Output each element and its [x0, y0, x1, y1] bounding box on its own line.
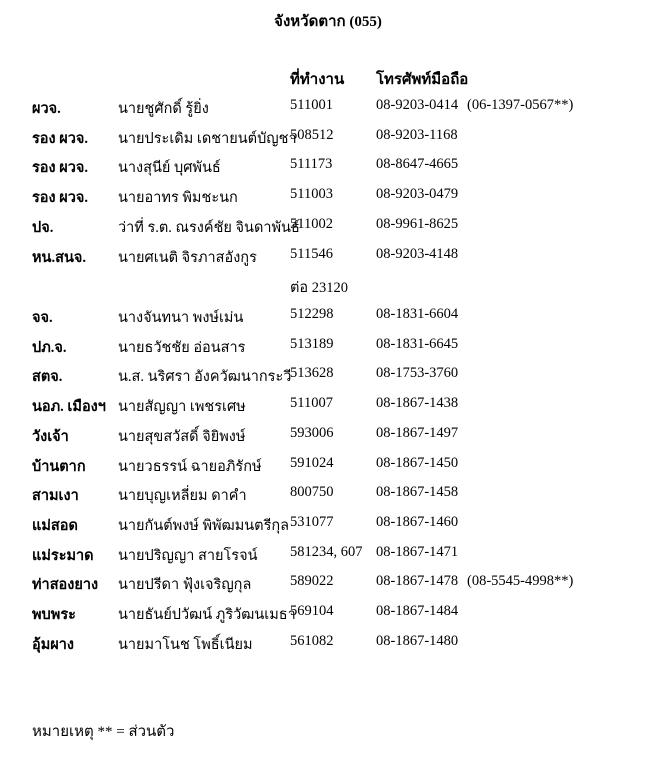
contact-row — [0, 246, 656, 268]
position-label: รอง ผวจ. — [32, 160, 88, 176]
office-column-header: ที่ทำงาน — [290, 72, 345, 88]
person-name: นายกันต์พงษ์ พิพัฒมนตรีกุล — [118, 518, 290, 534]
person-name: นายอาทร พิมชะนก — [118, 190, 238, 206]
office-number: 511003 — [290, 186, 333, 202]
contact-row — [0, 484, 656, 506]
office-number: 513189 — [290, 336, 334, 352]
position-label: รอง ผวจ. — [32, 190, 88, 206]
contact-row — [0, 425, 656, 447]
contact-row — [0, 97, 656, 119]
private-number: (06-1397-0567**) — [467, 97, 574, 113]
person-name: น.ส. นริศรา อังควัฒนากระวี — [118, 369, 292, 385]
contact-row — [0, 156, 656, 178]
office-number: 569104 — [290, 603, 334, 619]
mobile-number: 08-8647-4665 — [376, 156, 459, 172]
position-label: วังเจ้า — [32, 429, 69, 445]
footnote: หมายเหตุ ** = ส่วนตัว — [32, 724, 175, 740]
position-label: ผวจ. — [32, 101, 61, 117]
mobile-number: 08-9961-8625 — [376, 216, 459, 232]
position-label: แม่สอด — [32, 518, 78, 534]
person-name: ว่าที่ ร.ต. ณรงค์ชัย จินดาพันธ์ — [118, 220, 300, 236]
position-label: จจ. — [32, 310, 53, 326]
mobile-number: 08-1831-6604 — [376, 306, 459, 322]
person-name: นายมาโนช โพธิ์เนียม — [118, 637, 253, 653]
person-name: นายสุขสวัสดิ์ จิยิพงษ์ — [118, 429, 246, 445]
mobile-number: 08-1867-1460 — [376, 514, 459, 530]
person-name: นายศเนติ จิรภาสอังกูร — [118, 250, 257, 266]
mobile-number: 08-1831-6645 — [376, 336, 459, 352]
contact-row — [0, 365, 656, 387]
person-name: นายปริญญา สายโรจน์ — [118, 548, 258, 564]
office-number: 593006 — [290, 425, 334, 441]
contact-row — [0, 603, 656, 625]
person-name: นายสัญญา เพชรเศษ — [118, 399, 246, 415]
position-label: อุ้มผาง — [32, 637, 74, 653]
mobile-number: 08-1753-3760 — [376, 365, 459, 381]
office-number: 513628 — [290, 365, 334, 381]
contact-row — [0, 395, 656, 417]
contact-row — [0, 514, 656, 536]
extension-note: ต่อ 23120 — [290, 280, 348, 296]
contact-row — [0, 216, 656, 238]
contact-row — [0, 455, 656, 477]
private-number: (08-5545-4998**) — [467, 573, 574, 589]
office-number: 581234, 607 — [290, 544, 363, 560]
mobile-number: 08-1867-1497 — [376, 425, 459, 441]
position-label: สามเงา — [32, 488, 79, 504]
mobile-number: 08-9203-1168 — [376, 127, 458, 143]
office-number: 511002 — [290, 216, 333, 232]
mobile-number: 08-1867-1484 — [376, 603, 459, 619]
position-label: สตจ. — [32, 369, 63, 385]
person-name: นายบุญเหลี่ยม ดาคำ — [118, 488, 247, 504]
office-number: 531077 — [290, 514, 334, 530]
contact-row — [0, 306, 656, 328]
person-name: นางสุนีย์ บุศพันธ์ — [118, 160, 221, 176]
position-label: พบพระ — [32, 607, 76, 623]
office-number: 561082 — [290, 633, 334, 649]
office-number: 511001 — [290, 97, 333, 113]
contact-row — [0, 573, 656, 595]
contact-row — [0, 186, 656, 208]
mobile-number: 08-9203-0479 — [376, 186, 459, 202]
mobile-number: 08-1867-1458 — [376, 484, 459, 500]
person-name: นายปรีดา ฟุ้งเจริญกุล — [118, 577, 252, 593]
office-number: 511546 — [290, 246, 333, 262]
position-label: รอง ผวจ. — [32, 131, 88, 147]
office-number: 589022 — [290, 573, 334, 589]
mobile-number: 08-1867-1478 — [376, 573, 459, 589]
mobile-number: 08-9203-0414 — [376, 97, 459, 113]
office-number: 800750 — [290, 484, 334, 500]
mobile-number: 08-9203-4148 — [376, 246, 459, 262]
person-name: นางจันทนา พงษ์เม่น — [118, 310, 244, 326]
position-label: นอภ. เมืองฯ — [32, 399, 106, 415]
contact-row — [0, 544, 656, 566]
position-label: หน.สนจ. — [32, 250, 86, 266]
position-label: แม่ระมาด — [32, 548, 94, 564]
position-label: บ้านตาก — [32, 459, 86, 475]
office-number: 512298 — [290, 306, 334, 322]
office-number: 511007 — [290, 395, 333, 411]
page-title: จังหวัดตาก (055) — [274, 14, 382, 30]
contact-row — [0, 633, 656, 655]
office-number: 511173 — [290, 156, 333, 172]
contact-row — [0, 127, 656, 149]
person-name: นายประเดิม เดชายนต์บัญชา — [118, 131, 297, 147]
person-name: นายชูศักดิ์ รู้ยิ่ง — [118, 101, 209, 117]
person-name: นายธันย์ปวัฒน์ ภูริวัฒนเมธา — [118, 607, 296, 623]
position-label: ปภ.จ. — [32, 340, 67, 356]
office-number: 591024 — [290, 455, 334, 471]
person-name: นายธวัชชัย อ่อนสาร — [118, 340, 246, 356]
position-label: ปจ. — [32, 220, 54, 236]
mobile-column-header: โทรศัพท์มือถือ — [376, 72, 469, 88]
position-label: ท่าสองยาง — [32, 577, 99, 593]
office-number: 508512 — [290, 127, 334, 143]
mobile-number: 08-1867-1471 — [376, 544, 459, 560]
mobile-number: 08-1867-1480 — [376, 633, 459, 649]
contact-row — [0, 336, 656, 358]
person-name: นายวธรรน์ ฉายอภิรักษ์ — [118, 459, 262, 475]
mobile-number: 08-1867-1450 — [376, 455, 459, 471]
mobile-number: 08-1867-1438 — [376, 395, 459, 411]
